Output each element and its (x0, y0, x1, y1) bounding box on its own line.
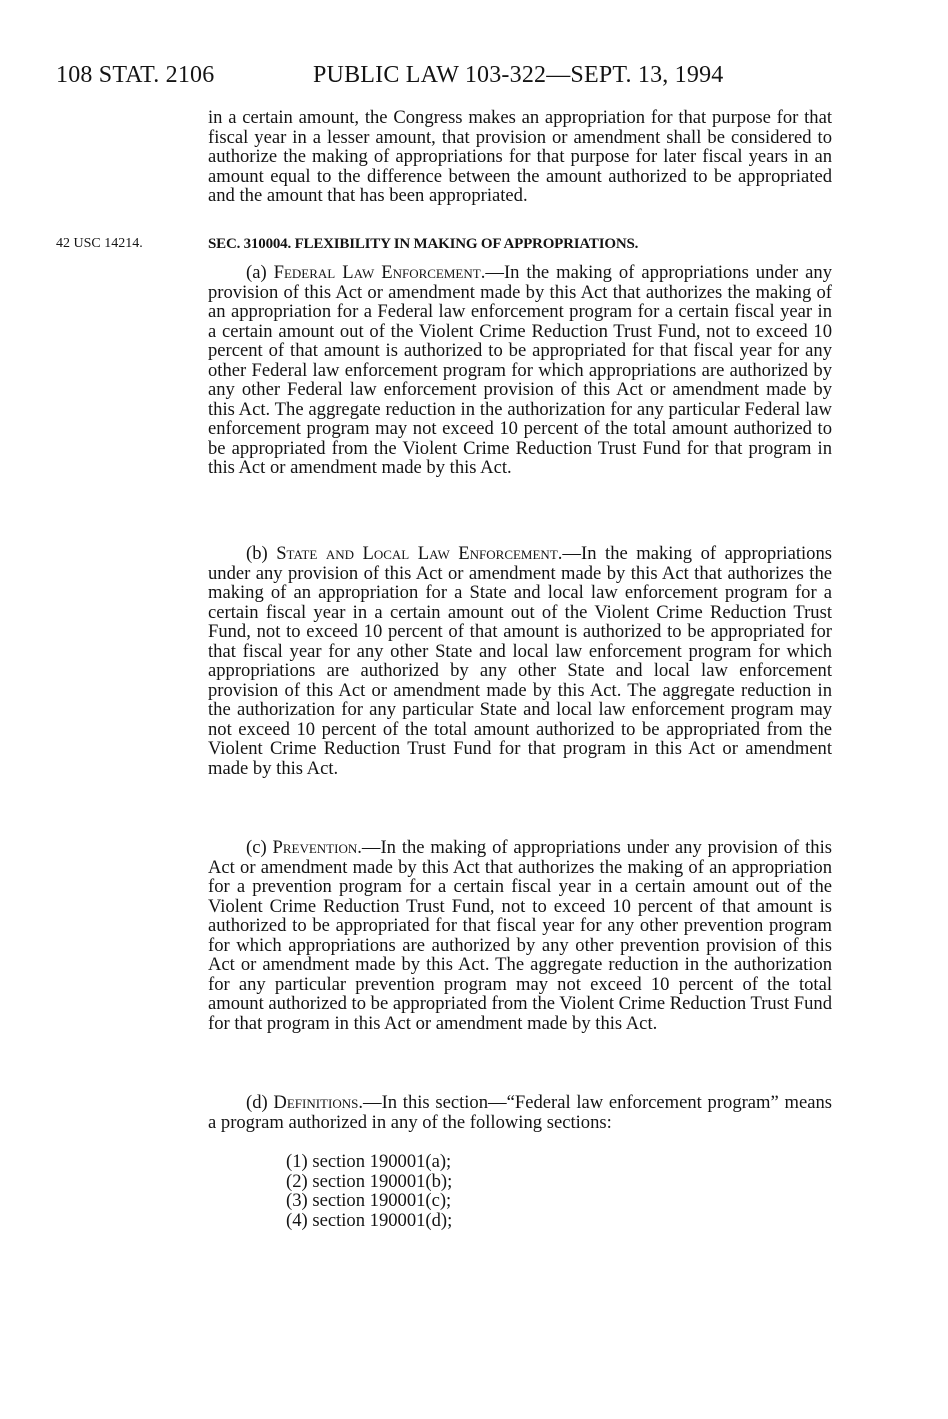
definitions-list (286, 1152, 452, 1230)
subsection-label: (b) (246, 543, 277, 564)
subsection-heading: State and Local Law Enforcement (276, 543, 558, 564)
subsection-b (208, 544, 832, 778)
section-heading: SEC. 310004. FLEXIBILITY IN MAKING OF APPROPRIATIONS. (208, 236, 639, 252)
subsection-c (208, 838, 832, 1033)
subsection-label: (d) (246, 1092, 274, 1113)
subsection-text: .—In this section—“Federal law enforcement program” means a program authorized in any of the following sections: (208, 1092, 832, 1133)
list-item: (3) section 190001(c); (286, 1190, 452, 1211)
statute-page-number: 108 STAT. 2106 (56, 62, 215, 88)
subsection-heading: Definitions (273, 1092, 359, 1113)
subsection-d (208, 1093, 832, 1132)
intro-paragraph: in a certain amount, the Congress makes an appropriation for that purpose for that fiscal year in a lesser amount, that provision or amendment shall be considered to authorize the making of appropriations for that purpose for later fiscal years in an amount equal to the difference between the amount authorized to be appropriated and the amount that has been appropriated. (208, 107, 832, 206)
subsection-label: (c) (246, 837, 273, 858)
list-item: (2) section 190001(b); (286, 1170, 453, 1192)
subsection-a (208, 263, 832, 478)
list-item: (4) section 190001(d); (286, 1209, 453, 1231)
public-law-title: PUBLIC LAW 103-322—SEPT. 13, 1994 (313, 62, 724, 88)
subsection-text: .—In the making of appropriations under any provision of this Act or amendment made by this Act that authorizes the making of an appropriation for a State and local law enforcement program for a certain fiscal year in a certain amount out of the Violent Crime Reduction Trust Fund, not to exceed 10 percent of that amount is authorized to be appropriated for that fiscal year for any other State and local law enforcement program for which appropriations are authorized by any other State and local law enforcement provision of this Act or amendment made by this Act. The aggregate reduction in the authorization for any particular State and local law enforcement program may not exceed 10 percent of the total amount authorized to be appropriated from the Violent Crime Reduction Trust Fund for that program in this Act or amendment made by this Act. (208, 543, 832, 779)
subsection-heading: Prevention (272, 837, 358, 858)
subsection-text: .—In the making of appropriations under any provision of this Act or amendment made by this Act that authorizes the making of an appropriation for a Federal law enforcement program for a certain fiscal year in a certain amount out of the Violent Crime Reduction Trust Fund, not to exceed 10 percent of that amount is authorized to be appropriated for that fiscal year for any other Federal law enforcement program for which appropriations are authorized by any other Federal law enforcement provision of this Act or amendment made by this Act. The aggregate reduction in the authorization for any particular Federal law enforcement program may not exceed 10 percent of the total amount authorized to be appropriated from the Violent Crime Reduction Trust Fund for that program in this Act or amendment made by this Act. (208, 262, 832, 478)
subsection-heading: Federal Law Enforcement (273, 262, 481, 283)
subsection-text: .—In the making of appropriations under any provision of this Act or amendment made by this Act that authorizes the making of an appropriation for a prevention program for a certain fiscal year in a certain amount out of the Violent Crime Reduction Trust Fund, not to exceed 10 percent of that amount is authorized to be appropriated for that fiscal year for any other prevention program for which appropriations are authorized by any other prevention provision of this Act or amendment made by this Act. The aggregate reduction in the authorization for any particular prevention program may not exceed 10 percent of the total amount authorized to be appropriated from the Violent Crime Reduction Trust Fund for that program in this Act or amendment made by this Act. (208, 837, 832, 1034)
margin-citation: 42 USC 14214. (56, 236, 143, 251)
subsection-label: (a) (246, 262, 274, 283)
list-item: (1) section 190001(a); (286, 1151, 452, 1172)
